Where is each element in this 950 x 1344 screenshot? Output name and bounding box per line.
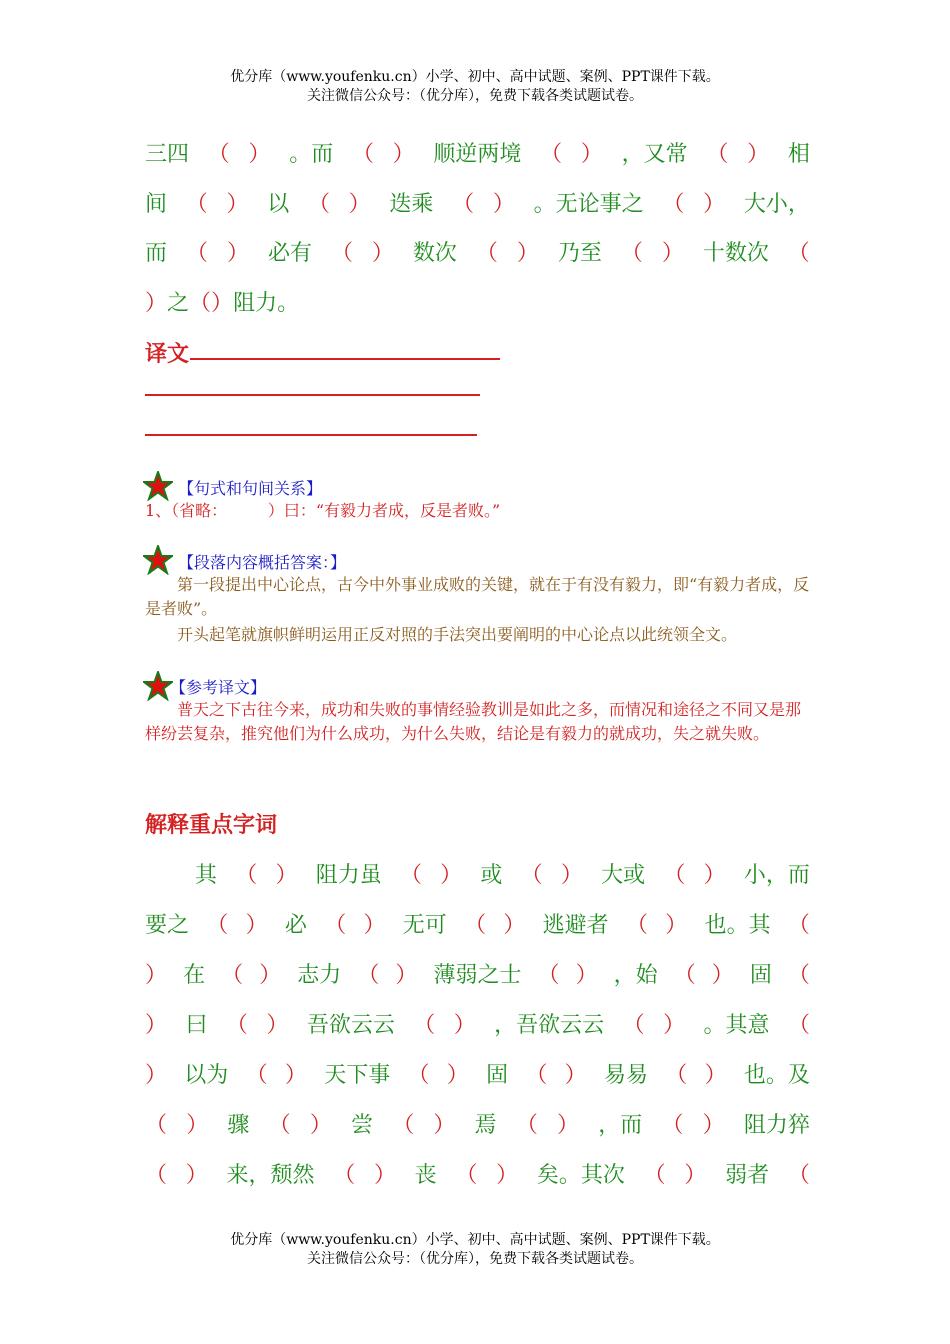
passage1-line <box>145 187 810 218</box>
blank-paren: （ <box>145 1113 168 1138</box>
blank-paren: ） <box>453 1013 476 1038</box>
blank-paren: （ <box>464 913 487 938</box>
passage2-line <box>145 958 810 989</box>
blank-paren: ） <box>186 1113 209 1138</box>
passage-text: 。而 <box>289 142 334 167</box>
blank-paren: （ <box>622 1013 645 1038</box>
blank-paren: （ <box>333 1163 356 1188</box>
passage2-line <box>145 1058 810 1089</box>
blank-paren: ） <box>266 1013 289 1038</box>
passage-text: 易易 <box>603 1063 648 1088</box>
passage-text: 固 <box>486 1063 509 1088</box>
section-title-reference: 【参考译文】 <box>170 678 267 697</box>
blank-paren: ） <box>145 1013 168 1038</box>
blank-paren: （ <box>475 241 498 266</box>
passage-text: 。其意 <box>703 1013 770 1038</box>
syntax-text: 1、（省略： ）曰：“有毅力者成，反是者败。” <box>145 501 501 520</box>
blank-paren: ） <box>702 1113 725 1138</box>
passage-text: ，始 <box>613 963 658 988</box>
passage-text: 之 <box>167 291 190 316</box>
passage-text: 。无论事之 <box>533 192 644 217</box>
passage2-line <box>145 1108 810 1139</box>
passage1-line <box>145 137 810 168</box>
blank-paren: （ <box>643 1163 666 1188</box>
blank-paren: （ <box>662 192 685 217</box>
passage-text: ，吾欲云云 <box>494 1013 605 1038</box>
passage-text: 弱者 <box>725 1163 770 1188</box>
blank-paren: （ <box>185 192 208 217</box>
blank-paren: ） <box>704 1063 727 1088</box>
blank-paren: ） <box>309 1113 332 1138</box>
passage-text: 必 <box>284 913 307 938</box>
blank-paren: （ <box>399 863 422 888</box>
passage-text: 或 <box>480 863 503 888</box>
blank-paren: （ <box>787 1163 810 1188</box>
header-line-2: 关注微信公众号：（优分库），免费下载各类试题试卷。 <box>307 88 643 104</box>
passage-text: 十数次 <box>702 241 769 266</box>
blank-paren: ） <box>433 1113 456 1138</box>
summary-paragraph-2: 开头起笔就旗帜鲜明运用正反对照的手法突出要阐明的中心论点以此统领全文。 <box>177 625 738 644</box>
translation-underline <box>145 394 480 396</box>
blank-paren: （ <box>268 1113 291 1138</box>
passage-text: 阻力。 <box>233 291 300 316</box>
blank-paren: （ <box>787 963 810 988</box>
passage1-line <box>145 286 810 317</box>
passage2-line <box>145 1008 810 1039</box>
blank-paren: （ <box>455 1163 478 1188</box>
blank-paren: ） <box>492 192 515 217</box>
star-icon <box>143 671 173 701</box>
blank-paren: （ <box>185 241 208 266</box>
blank-paren: ） <box>259 963 282 988</box>
blank-paren: （ <box>620 241 643 266</box>
passage1-line <box>145 236 810 267</box>
translation-label: 译文 <box>145 342 190 367</box>
passage-text: 吾欲云云 <box>306 1013 395 1038</box>
blank-paren: （ <box>145 1163 168 1188</box>
blank-paren: （ <box>665 1063 688 1088</box>
blank-paren: （ <box>663 863 686 888</box>
blank-paren: ） <box>248 142 271 167</box>
passage-text: 固 <box>749 963 772 988</box>
passage-text: 顺逆两境 <box>433 142 522 167</box>
passage-text: 也。其 <box>704 913 771 938</box>
blank-paren: ） <box>226 241 249 266</box>
passage-text: 逃避者 <box>542 913 609 938</box>
passage-text: 天下事 <box>324 1063 391 1088</box>
blank-paren: （ <box>787 913 810 938</box>
keywords-heading: 解释重点字词 <box>145 813 278 838</box>
blank-paren: （ <box>307 192 330 217</box>
blank-paren: ） <box>560 863 583 888</box>
passage-text: ，又常 <box>621 142 688 167</box>
blank-paren: ） <box>684 1163 707 1188</box>
passage-text: 曰 <box>185 1013 208 1038</box>
blank-paren: （ <box>207 142 230 167</box>
passage-text: 无可 <box>402 913 447 938</box>
page-footer <box>0 1231 950 1269</box>
blank-paren: ） <box>575 963 598 988</box>
blank-paren: ） <box>661 241 684 266</box>
blank-paren: ） <box>557 1113 580 1138</box>
blank-paren: （ <box>625 913 648 938</box>
blank-paren: （ <box>206 913 229 938</box>
blank-paren: ） <box>496 1163 519 1188</box>
passage-text: 矣。其次 <box>536 1163 625 1188</box>
blank-paren: ） <box>145 291 168 316</box>
blank-paren: （ <box>221 963 244 988</box>
passage-text: 三四 <box>145 142 190 167</box>
passage-text: 其 <box>195 863 218 888</box>
blank-paren: （ <box>407 1063 430 1088</box>
blank-paren: ） <box>711 963 734 988</box>
passage-text: 丧 <box>414 1163 437 1188</box>
translation-underline <box>190 358 500 360</box>
blank-paren: ） <box>440 863 463 888</box>
passage-text: 薄弱之士 <box>433 963 522 988</box>
blank-paren: （ <box>661 1113 684 1138</box>
blank-paren: ） <box>703 863 726 888</box>
blank-paren: （ <box>537 963 560 988</box>
blank-paren: （ <box>706 142 729 167</box>
blank-paren: （ <box>351 142 374 167</box>
passage-text: 间 <box>145 192 168 217</box>
blank-paren: （ <box>330 241 353 266</box>
passage-text: 阻力猝 <box>743 1113 810 1138</box>
passage-text: 乃至 <box>557 241 602 266</box>
blank-paren: ） <box>747 142 770 167</box>
blank-paren: ） <box>145 1063 168 1088</box>
blank-paren: ） <box>564 1063 587 1088</box>
blank-paren: （ <box>787 241 810 266</box>
blank-paren: ） <box>371 241 394 266</box>
passage-text: 焉 <box>474 1113 497 1138</box>
passage-text: 在 <box>183 963 206 988</box>
blank-paren: （ <box>452 192 475 217</box>
passage2-line <box>195 858 810 889</box>
passage-text: 也。及 <box>743 1063 810 1088</box>
passage-text: 以 <box>267 192 290 217</box>
blank-paren: ） <box>363 913 386 938</box>
passage-text: ，而 <box>598 1113 643 1138</box>
passage-text: 相 <box>787 142 810 167</box>
blank-paren: ） <box>284 1063 307 1088</box>
blank-paren: ） <box>226 192 249 217</box>
blank-paren: （ <box>787 1013 810 1038</box>
page-header <box>0 68 950 106</box>
blank-paren: ） <box>665 913 688 938</box>
blank-paren: （ <box>525 1063 548 1088</box>
passage-text: 志力 <box>297 963 342 988</box>
passage-text: 而 <box>145 241 168 266</box>
blank-paren: ） <box>395 963 418 988</box>
blank-paren: （ <box>225 1013 248 1038</box>
blank-paren: ） <box>516 241 539 266</box>
passage-text: 迭乘 <box>389 192 434 217</box>
star-icon <box>143 545 173 575</box>
passage-text: 以为 <box>184 1063 229 1088</box>
passage2-line <box>145 1158 810 1189</box>
blank-paren: ） <box>145 963 168 988</box>
passage-text: 大或 <box>601 863 646 888</box>
blank-paren: （ <box>520 863 543 888</box>
blank-paren: （ <box>392 1113 415 1138</box>
blank-paren: （ <box>515 1113 538 1138</box>
footer-line-1: 优分库（www.youfenku.cn）小学、初中、高中试题、案例、PPT课件下载。 <box>230 1232 720 1248</box>
passage-text: 骤 <box>227 1113 250 1138</box>
summary-paragraph-1: 第一段提出中心论点，古今中外事业成败的关键，就在于有没有毅力，即“有毅力者成，反是者败”。 <box>145 575 810 618</box>
section-title-syntax: 【句式和句间关系】 <box>178 479 323 498</box>
blank-paren: （ <box>324 913 347 938</box>
blank-paren: （ <box>540 142 563 167</box>
passage-text: 数次 <box>412 241 457 266</box>
section-title-summary: 【段落内容概括答案：】 <box>178 553 347 572</box>
blank-paren: ） <box>373 1163 396 1188</box>
passage-text: 小，而 <box>743 863 810 888</box>
blank-paren: ） <box>275 863 298 888</box>
footer-line-2: 关注微信公众号：（优分库），免费下载各类试题试卷。 <box>307 1251 643 1267</box>
blank-paren: ） <box>348 192 371 217</box>
header-line-1: 优分库（www.youfenku.cn）小学、初中、高中试题、案例、PPT课件下载。 <box>230 69 720 85</box>
blank-paren: ） <box>392 142 415 167</box>
passage2-line <box>145 908 810 939</box>
blank-paren: ） <box>580 142 603 167</box>
blank-paren: ） <box>446 1063 469 1088</box>
passage-text: 尝 <box>351 1113 374 1138</box>
blank-paren: ） <box>211 291 234 316</box>
blank-paren: ） <box>245 913 268 938</box>
passage-text: 来，颓然 <box>226 1163 315 1188</box>
translation-underline <box>145 434 477 436</box>
blank-paren: （ <box>245 1063 268 1088</box>
blank-paren: ） <box>703 192 726 217</box>
passage-text: 要之 <box>145 913 190 938</box>
reference-translation-text: 普天之下古往今来，成功和失败的事情经验教训是如此之多，而情况和途径之不同又是那样纷芸复杂，推究他们为什么成功，为什么失败，结论是有毅力的就成功，失之就失败。 <box>145 700 802 743</box>
blank-paren: ） <box>663 1013 686 1038</box>
blank-paren: （ <box>235 863 258 888</box>
blank-paren: （ <box>357 963 380 988</box>
blank-paren: ） <box>185 1163 208 1188</box>
passage-text: 必有 <box>267 241 312 266</box>
passage-text: 大小， <box>743 192 810 217</box>
passage-text: 阻力虽 <box>315 863 382 888</box>
blank-paren: （ <box>673 963 696 988</box>
blank-paren: （ <box>189 291 212 316</box>
blank-paren: （ <box>413 1013 436 1038</box>
blank-paren: ） <box>503 913 526 938</box>
star-icon <box>143 471 173 501</box>
